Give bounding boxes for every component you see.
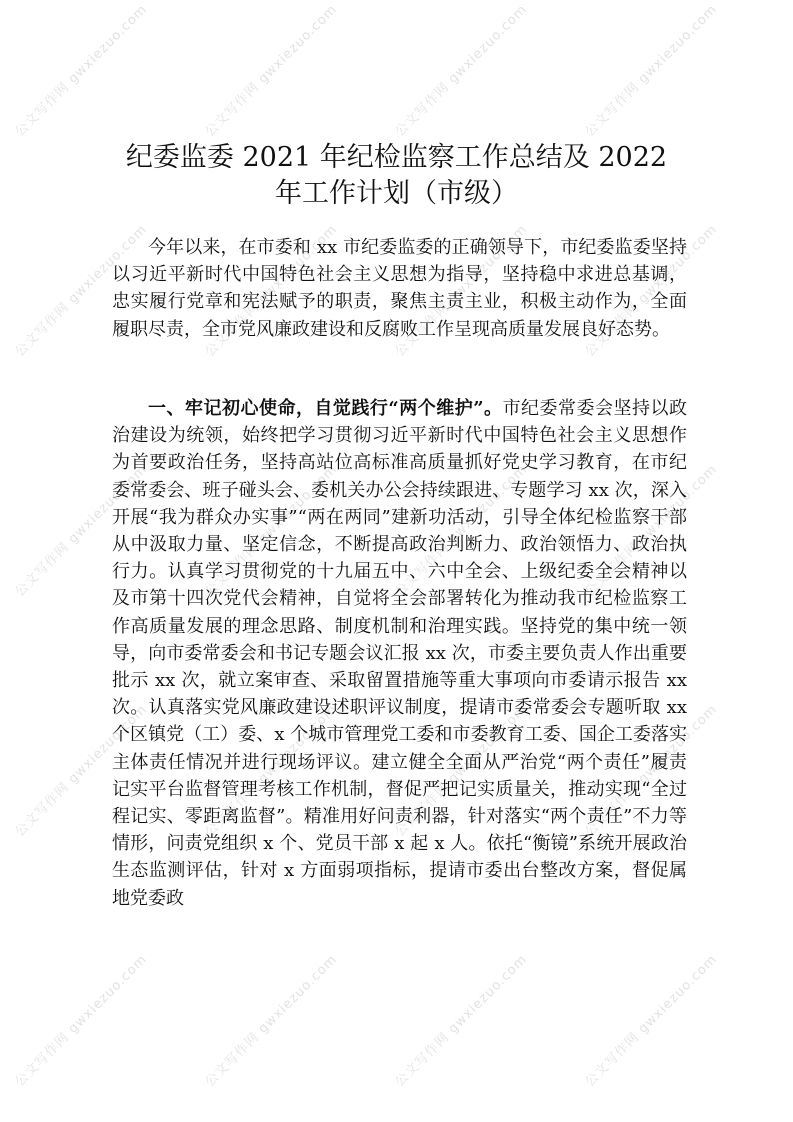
watermark: 公文写作网 gwxiezuo.com xyxy=(12,221,151,360)
intro-paragraph: 今年以来，在市委和 xx 市纪委监委的正确领导下，市纪委监委坚持以习近平新时代中国特色社会主义思想为指导，坚持稳中求进总基调，忠实履行党章和宪法赋予的职责，聚焦主责主业，积极主动作为，全面履职尽责，全市党风廉政建设和反腐败工作呈现高质量发展良好态势。 xyxy=(112,237,687,340)
watermark: 公文写作网 gwxiezuo.com xyxy=(392,701,531,840)
watermark: 公文写作网 gwxiezuo.com xyxy=(582,1,721,140)
watermark: 公文写作网 gwxiezuo.com xyxy=(202,221,341,360)
watermark: 公文写作网 gwxiezuo.com xyxy=(202,1,341,140)
document-title xyxy=(60,140,733,212)
watermark: 公文写作网 gwxiezuo.com xyxy=(392,221,531,360)
title-line-2: 年工作计划（市级） xyxy=(275,178,518,209)
watermark: 公文写作网 gwxiezuo.com xyxy=(12,1,151,140)
watermark: 公文写作网 gwxiezuo.com xyxy=(582,221,721,360)
watermark: 公文写作网 gwxiezuo.com xyxy=(12,461,151,600)
watermark: 公文写作网 gwxiezuo.com xyxy=(12,701,151,840)
watermark: 公文写作网 gwxiezuo.com xyxy=(392,951,531,1090)
watermark: 公文写作网 gwxiezuo.com xyxy=(392,461,531,600)
watermark: 公文写作网 gwxiezuo.com xyxy=(582,461,721,600)
watermark: 公文写作网 gwxiezuo.com xyxy=(202,951,341,1090)
section-1-body: 市纪委常委会坚持以政治建设为统领，始终把学习贯彻习近平新时代中国特色社会主义思想作为首要政治任务，坚持高站位高标准高质量抓好党史学习教育，在市纪委常委会、班子碰头会、委机关办公会持续跟进、专题学习 xx 次，深入开展“我为群众办实事”“两在两同”建新功活动，引导全体纪检监察干部从中汲取力量、坚定信念，不断提高政治判断力、政治领悟力、政治执行力。认真学习贯彻党的十九届五中、六中全会、上级纪委全会精神以及市第十四次党代会精神，自觉将全会部署转化为推动我市纪检监察工作高质量发展的理念思路、制度机制和治理实践。坚持党的集中统一领导，向市委常委会和书记专题会议汇报 xx 次，市委主要负责人作出重要批示 xx 次，就立案审查、采取留置措施等重大事项向市委请示报告 xx 次。认真落实党风廉政建设述职评议制度，提请市委常委会专题听取 xx 个区镇党（工）委、x 个城市管理党工委和市委教育工委、国企工委落实主体责任情况并进行现场评议。建立健全全面从严治党“两个责任”履责记实平台监督管理考核工作机制，督促严把记实质量关，推动实现“全过程记实、零距离监督”。精准用好问责利器，针对落实“两个责任”不力等情形，问责党组织 x 个、党员干部 x 起 x 人。依托“衡镜”系统开展政治生态监测评估，针对 x 方面弱项指标，提请市委出台整改方案，督促属地党委政 xyxy=(112,398,687,909)
watermark: 公文写作网 gwxiezuo.com xyxy=(582,701,721,840)
watermark: 公文写作网 gwxiezuo.com xyxy=(582,951,721,1090)
watermark: 公文写作网 gwxiezuo.com xyxy=(202,701,341,840)
section-1-heading: 一、牢记初心使命，自觉践行“两个维护”。 xyxy=(148,398,503,419)
section-1-paragraph xyxy=(112,395,687,912)
watermark: 公文写作网 gwxiezuo.com xyxy=(392,1,531,140)
title-line-1: 纪委监委 2021 年纪检监察工作总结及 2022 xyxy=(125,142,668,173)
watermark: 公文写作网 gwxiezuo.com xyxy=(202,461,341,600)
watermark: 公文写作网 gwxiezuo.com xyxy=(12,951,151,1090)
